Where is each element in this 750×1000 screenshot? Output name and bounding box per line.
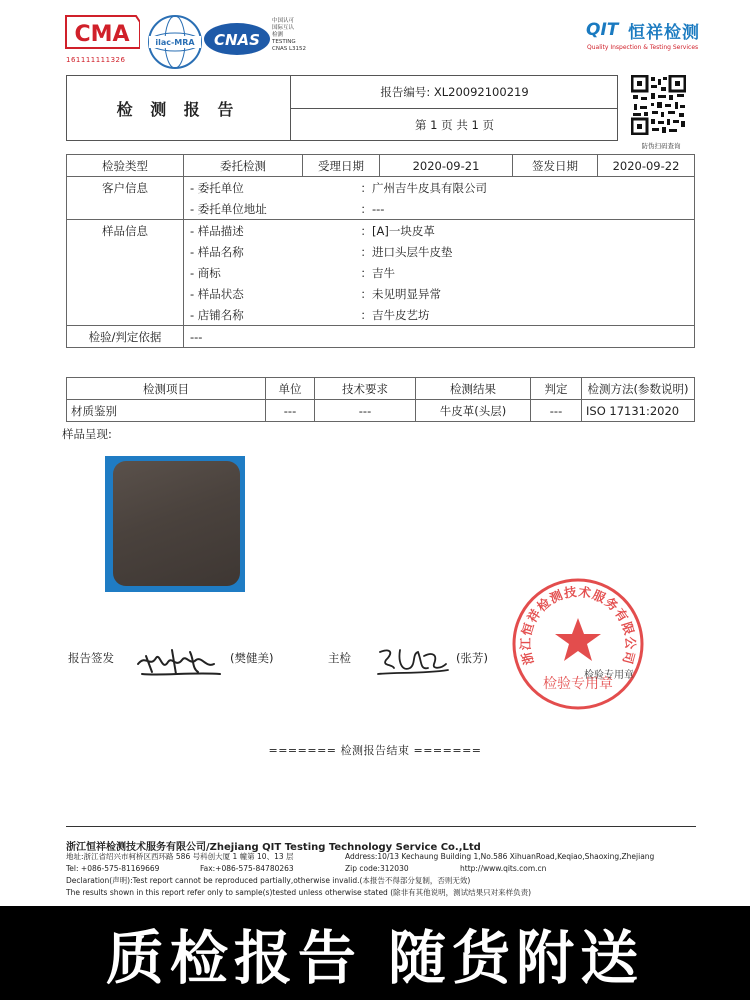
client-name-key: - 委托单位 xyxy=(184,177,303,199)
footer-address-cn: 地址:浙江省绍兴市柯桥区西环路 586 号科创大厦 1 幢第 10、13 层 xyxy=(66,852,294,861)
inspection-type-value: 委托检测 xyxy=(184,155,303,177)
cell-method: ISO 17131:2020 xyxy=(582,400,695,422)
col-method: 检测方法(参数说明) xyxy=(582,378,695,400)
inspection-seal xyxy=(510,576,646,712)
cnas-logo xyxy=(203,22,271,56)
table-row xyxy=(67,400,695,422)
report-end-marker: ======= 检测报告结束 ======= xyxy=(268,744,482,757)
sample-info-label: 样品信息 xyxy=(67,220,184,326)
footer-tel: Tel: +086-575-81169669 xyxy=(66,864,160,873)
cma-code: 161111111326 xyxy=(66,56,126,64)
sample-desc-key: - 样品描述 xyxy=(184,220,303,242)
leather-pad-image xyxy=(113,461,240,586)
received-date-label: 受理日期 xyxy=(303,155,380,177)
issuer-label: 报告签发 xyxy=(68,651,114,665)
sample-presentation-label: 样品呈现: xyxy=(62,427,112,441)
sample-name-key: - 样品名称 xyxy=(184,241,303,262)
seal-caption: 检验专用章 xyxy=(584,670,634,681)
cnas-text: CNAS xyxy=(214,31,260,49)
issuer-name: (樊健美) xyxy=(230,651,274,665)
cell-requirement: --- xyxy=(315,400,416,422)
footer-website[interactable]: http://www.qits.com.cn xyxy=(460,864,547,873)
client-address-value: ：--- xyxy=(303,198,695,220)
test-results-table xyxy=(66,377,695,422)
report-title: 检 测 报 告 xyxy=(66,75,291,141)
footer-company: 浙江恒祥检测技术服务有限公司/Zhejiang QIT Testing Technology Service Co.,Ltd xyxy=(66,842,481,853)
col-test-item: 检测项目 xyxy=(67,378,266,400)
basis-value: --- xyxy=(184,326,695,348)
cell-test-item: 材质鉴别 xyxy=(67,400,266,422)
qit-company-name: 恒祥检测 xyxy=(628,23,700,43)
sample-desc-value: ：[A]一块皮革 xyxy=(303,220,695,242)
footer-address-en: Address:10/13 Kechaung Building 1,No.586 XihuanRoad,Keqiao,Shaoxing,Zhejiang xyxy=(345,852,655,861)
qit-tagline: Quality Inspection & Testing Services xyxy=(587,44,699,51)
report-number: 报告编号: XL20092100219 xyxy=(380,84,529,99)
seal-bottom-text: 检验专用章 xyxy=(543,676,613,692)
ilac-text: ilac-MRA xyxy=(155,38,195,47)
sample-status-key: - 样品状态 xyxy=(184,283,303,304)
sample-status-value: ：未见明显异常 xyxy=(303,283,695,304)
seal-company-text: 浙江恒祥检测技术服务有限公司 xyxy=(517,583,639,667)
basis-label: 检验/判定依据 xyxy=(67,326,184,348)
col-unit: 单位 xyxy=(266,378,315,400)
page-info: 第 1 页 共 1 页 xyxy=(415,117,494,132)
footer-zip: Zip code:312030 xyxy=(345,864,409,873)
cell-judgement: --- xyxy=(531,400,582,422)
issued-date-value: 2020-09-22 xyxy=(598,155,695,177)
footer-declaration: Declaration(声明):Test report cannot be reproduced partially,otherwise invalid.(本报告不得部分复制，否则无效) xyxy=(66,876,471,885)
client-name-value: ：广州吉牛皮具有限公司 xyxy=(303,177,695,199)
sample-name-value: ：进口头层牛皮垫 xyxy=(303,241,695,262)
footer-fax: Fax:+086-575-84780263 xyxy=(200,864,294,873)
shop-name-value: ：吉牛皮艺坊 xyxy=(303,304,695,326)
report-info-table xyxy=(66,154,695,348)
client-info-label: 客户信息 xyxy=(67,177,184,220)
col-requirement: 技术要求 xyxy=(315,378,416,400)
inspector-label: 主检 xyxy=(328,651,351,665)
cnas-accreditation-text: 中国认可 国际互认 检测 TESTING CNAS L3152 xyxy=(272,18,307,52)
cma-logo xyxy=(62,14,140,50)
shop-name-key: - 店铺名称 xyxy=(184,304,303,326)
issuer-signature xyxy=(132,638,224,682)
ilac-mra-logo xyxy=(147,14,203,70)
qr-caption: 防伪扫码查询 xyxy=(641,142,681,150)
inspector-name: (张芳) xyxy=(456,651,488,665)
trademark-value: ：吉牛 xyxy=(303,262,695,283)
cell-result: 牛皮革(头层) xyxy=(416,400,531,422)
trademark-key: - 商标 xyxy=(184,262,303,283)
qit-logo: QIT xyxy=(586,20,619,40)
client-address-key: - 委托单位地址 xyxy=(184,198,303,220)
footer-results-note: The results shown in this report refer only to sample(s)tested unless otherwise stated (除非有其他说明，测试结果只对来样负责) xyxy=(66,888,532,897)
cma-text: CMA xyxy=(74,22,130,47)
received-date-value: 2020-09-21 xyxy=(380,155,513,177)
sample-photo xyxy=(105,456,245,592)
cell-unit: --- xyxy=(266,400,315,422)
col-result: 检测结果 xyxy=(416,378,531,400)
inspector-signature xyxy=(372,638,452,682)
issued-date-label: 签发日期 xyxy=(513,155,598,177)
footer-divider xyxy=(66,826,696,827)
col-judgement: 判定 xyxy=(531,378,582,400)
qr-code-icon[interactable] xyxy=(631,75,686,135)
inspection-type-label: 检验类型 xyxy=(67,155,184,177)
promo-banner: 质检报告 随货附送 xyxy=(0,906,750,1000)
